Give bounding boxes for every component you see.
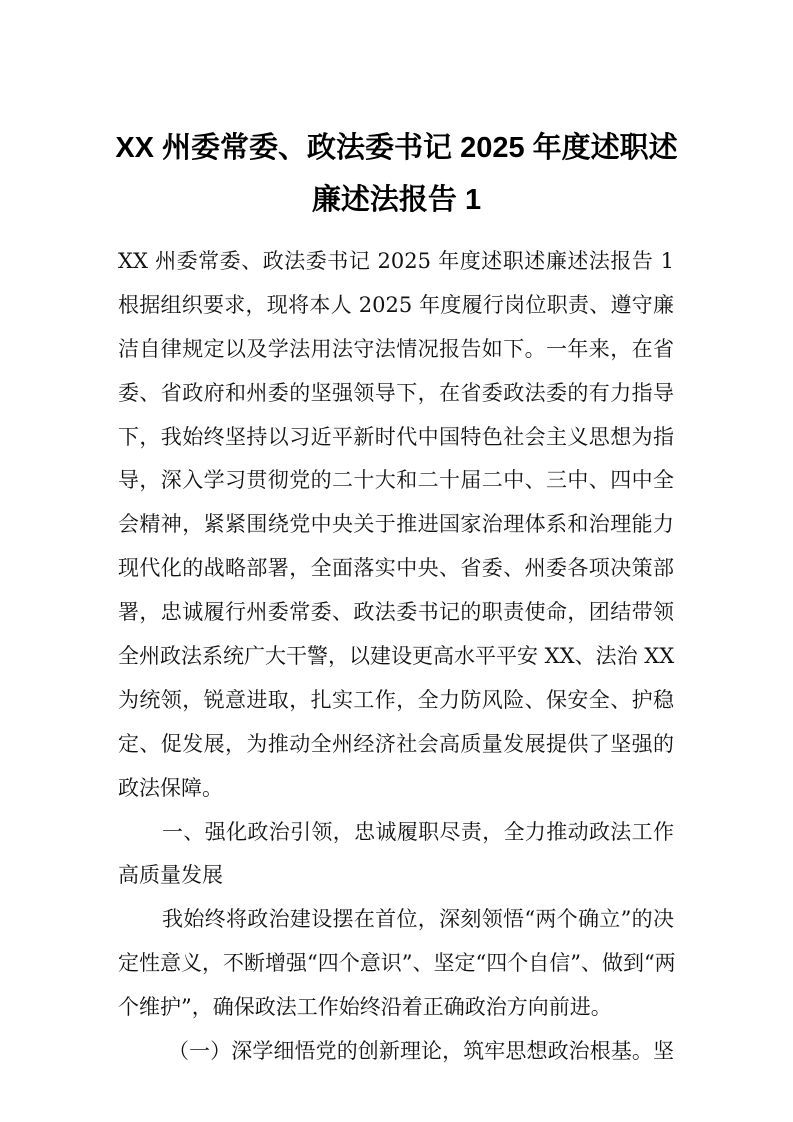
text-line: 导，深入学习贯彻党的二十大和二十届二中、三中、四中全	[118, 468, 674, 493]
text-line: （一）深学细悟党的创新理论，筑牢思想政治根基。坚	[168, 1039, 674, 1064]
text-line: 我始终将政治建设摆在首位，深刻领悟“两个确立”的决	[162, 907, 674, 932]
text-line: 一、强化政治引领，忠诚履职尽责，全力推动政法工作	[162, 819, 674, 844]
document-title	[100, 122, 693, 226]
text-line: 全州政法系统广大干警，以建设更高水平平安 XX、法治 XX	[118, 644, 675, 669]
text-line: 署，忠诚履行州委常委、政法委书记的职责使命，团结带领	[118, 600, 674, 625]
text-line: 政法保障。	[118, 775, 223, 800]
text-line: 根据组织要求，现将本人 2025 年度履行岗位职责、遵守廉	[118, 292, 674, 317]
text-line: 洁自律规定以及学法用法守法情况报告如下。一年来，在省	[118, 336, 674, 361]
text-line: 高质量发展	[118, 863, 223, 888]
paragraph-intro	[118, 240, 674, 811]
title-line: 廉述法报告 1	[311, 184, 482, 216]
text-line: 为统领，锐意进取，扎实工作，全力防风险、保安全、护稳	[118, 687, 674, 712]
section-heading-1	[118, 811, 674, 899]
text-line: 现代化的战略部署，全面落实中央、省委、州委各项决策部	[118, 556, 674, 581]
paragraph-political	[118, 898, 674, 1030]
text-line: 定、促发展，为推动全州经济社会高质量发展提供了坚强的	[118, 731, 674, 756]
text-line: 定性意义，不断增强“四个意识”、坚定“四个自信”、做到“两	[118, 951, 676, 976]
document-body	[118, 240, 674, 1074]
text-line: 委、省政府和州委的坚强领导下，在省委政法委的有力指导	[118, 380, 674, 405]
text-line: 个维护”，确保政法工作始终沿着正确政治方向前进。	[118, 995, 612, 1020]
text-line: XX 州委常委、政法委书记 2025 年度述职述廉述法报告 1	[118, 249, 674, 273]
text-line: 会精神，紧紧围绕党中央关于推进国家治理体系和治理能力	[118, 512, 674, 537]
text-line: 下，我始终坚持以习近平新时代中国特色社会主义思想为指	[118, 424, 674, 449]
subsection-heading-1	[118, 1030, 674, 1074]
title-line: XX 州委常委、政法委书记 2025 年度述职述	[115, 132, 678, 164]
